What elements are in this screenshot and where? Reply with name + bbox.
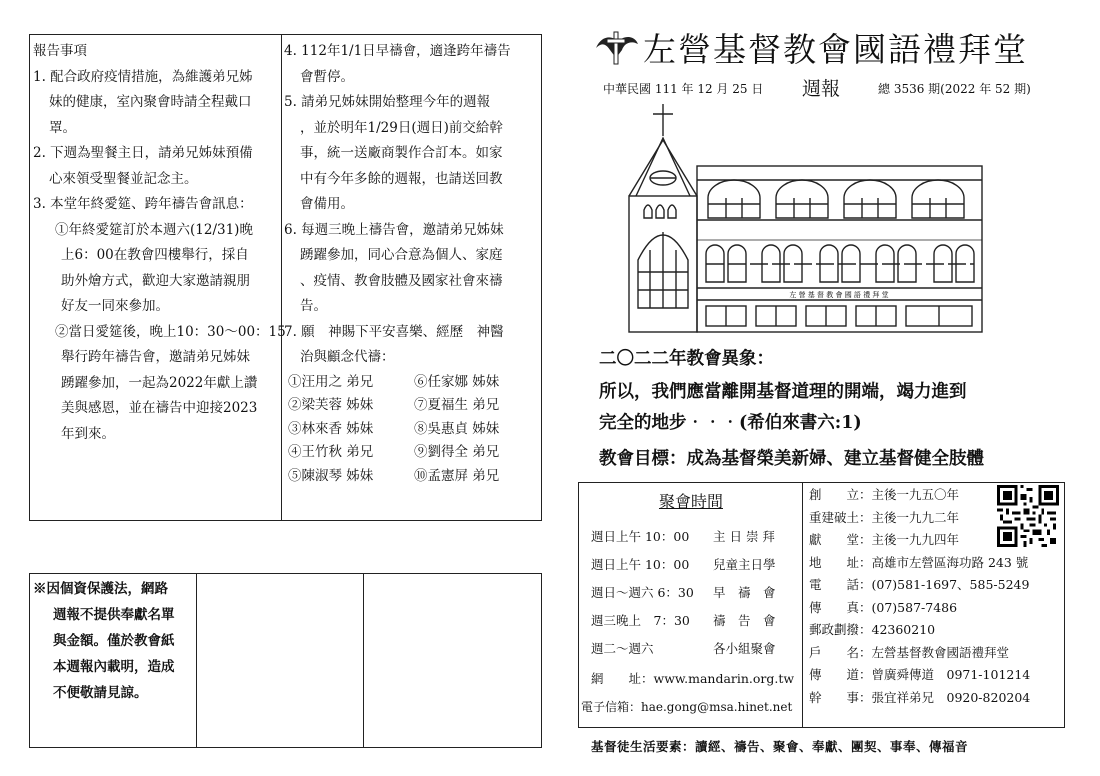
schedule-row bbox=[591, 522, 802, 550]
announcement-line: 罩。 bbox=[49, 119, 76, 136]
schedule-info-box bbox=[578, 482, 1065, 728]
building-sign: 左 營 基 督 教 會 國 語 禮 拜 堂 bbox=[789, 291, 889, 299]
verse-line-1: 所以，我們應當離開基督道理的開端，竭力進到 bbox=[599, 382, 967, 402]
announcement-line: 助外燴方式，歡迎大家邀請親朋 bbox=[61, 272, 250, 289]
announcements-col-1 bbox=[30, 35, 286, 520]
announcement-line: 治與顧念代禱： bbox=[300, 349, 395, 365]
privacy-line: 與金額。僅於教會紙 bbox=[53, 633, 175, 649]
prayer-name: ⑩孟憲屏 弟兄 bbox=[414, 467, 500, 484]
announcements-box bbox=[29, 34, 542, 521]
announcements-col-2 bbox=[282, 35, 540, 520]
empty-cell-1 bbox=[197, 574, 364, 747]
schedule-name: 主 日 崇 拜 bbox=[713, 529, 775, 544]
schedule-row bbox=[591, 578, 802, 606]
announcement-line: 報告事項 bbox=[33, 43, 87, 59]
church-goal: 教會目標：成為基督榮美新婦、建立基督健全肢體 bbox=[599, 449, 984, 469]
prayer-name: ②梁芙蓉 姊妹 bbox=[288, 397, 374, 413]
privacy-line: 週報不提供奉獻名單 bbox=[53, 607, 175, 623]
prayer-name: ④王竹秋 弟兄 bbox=[288, 444, 374, 460]
church-name: 左營基督教會國語禮拜堂 bbox=[643, 30, 1028, 69]
email-line: 電子信箱：hae.gong@msa.hinet.net bbox=[581, 699, 793, 714]
info-line: 戶 名：左營基督教會國語禮拜堂 bbox=[809, 644, 1010, 660]
announcement-line: 3. 本堂年終愛筵、跨年禱告會訊息： bbox=[33, 196, 253, 212]
schedule-time: 週三晚上 7：30 bbox=[591, 613, 690, 628]
info-line: 郵政劃撥：42360210 bbox=[809, 622, 936, 637]
announcement-line: 5. 請弟兄姊妹開始整理今年的週報 bbox=[284, 94, 491, 110]
announcement-line: 告。 bbox=[300, 298, 327, 314]
schedule-row bbox=[591, 550, 802, 578]
date-line: 中華民國 111 年 12 月 25 日 bbox=[603, 82, 764, 96]
verse-line-2: 完全的地步‧‧‧(希伯來書六:1) bbox=[599, 413, 862, 433]
info-line: 重建破土：主後一九九二年 bbox=[809, 509, 960, 525]
schedule-name: 早 禱 會 bbox=[713, 585, 776, 600]
announcement-line: 會備用。 bbox=[300, 196, 354, 212]
church-logo bbox=[592, 28, 640, 70]
schedule-title: 聚會時間 bbox=[658, 492, 723, 511]
announcement-line: 美與感恩，並在禱告中迎接2023 bbox=[61, 400, 258, 416]
schedule-name: 兒童主日學 bbox=[713, 557, 776, 572]
empty-cell-2 bbox=[364, 574, 540, 747]
schedule-time: 週二～週六 bbox=[591, 641, 654, 656]
announcement-line: 踴躍參加，同心合意為個人、家庭 bbox=[300, 247, 503, 263]
prayer-name: ①汪用之 弟兄 bbox=[288, 373, 374, 390]
info-line: 傳 道：曾廣舜傳道 0971-101214 bbox=[809, 667, 1031, 682]
privacy-notice-cell bbox=[30, 574, 197, 747]
announcement-line: 中有今年多餘的週報，也請送回教 bbox=[300, 170, 503, 187]
prayer-name: ③林來香 姊妹 bbox=[288, 420, 374, 437]
announcement-line: 4. 112年1/1日早禱會，適逢跨年禱告 bbox=[284, 43, 511, 59]
schedule-cell bbox=[579, 483, 803, 727]
announcement-line: 舉行跨年禱告會，邀請弟兄姊妹 bbox=[61, 349, 250, 365]
announcement-line: 踴躍參加，一起為2022年獻上讚 bbox=[61, 374, 258, 391]
announcement-line: 上6：00在教會四樓舉行，採自 bbox=[61, 247, 249, 263]
privacy-line: ※因個資保護法，網路 bbox=[33, 581, 168, 597]
schedule-row bbox=[591, 634, 802, 662]
announcement-line: ②當日愛筵後，晚上10：30～00：15 bbox=[55, 323, 286, 340]
announcement-line: ①年終愛筵訂於本週六(12/31)晚 bbox=[55, 221, 253, 238]
announcement-line: 2. 下週為聖餐主日，請弟兄姊妹預備 bbox=[33, 145, 253, 161]
announcement-line: 心來領受聖餐並記念主。 bbox=[49, 170, 198, 187]
prayer-name: ⑨劉得全 弟兄 bbox=[414, 444, 500, 460]
footer-life-essentials: 基督徒生活要素：讀經、禱告、聚會、奉獻、團契、事奉、傳福音 bbox=[591, 739, 969, 754]
issue-line: 總 3536 期(2022 年 52 期) bbox=[878, 82, 1031, 96]
announcement-line: 7. 願 神賜下平安喜樂、經歷 神醫 bbox=[284, 323, 504, 340]
church-building-drawing bbox=[626, 100, 986, 344]
info-line: 傳 真：(07)587-7486 bbox=[809, 599, 958, 615]
bulletin-label: 週報 bbox=[802, 78, 841, 100]
website-line: 網 址：www.mandarin.org.tw bbox=[591, 671, 795, 686]
privacy-line: 不便敬請見諒。 bbox=[53, 685, 148, 701]
schedule-name: 禱 告 會 bbox=[713, 613, 776, 628]
privacy-line: 本週報內載明，造成 bbox=[53, 659, 175, 675]
announcement-line: 事，統一送廠商製作合訂本。如家 bbox=[300, 145, 503, 161]
announcement-line: 、疫情、教會肢體及國家社會來禱 bbox=[300, 272, 503, 289]
info-line: 電 話：(07)581-1697、585-5249 bbox=[809, 577, 1030, 592]
announcement-line: 6. 每週三晚上禱告會，邀請弟兄姊妹 bbox=[284, 221, 504, 238]
prayer-name: ⑦夏福生 弟兄 bbox=[414, 397, 500, 413]
vision-title: 二〇二二年教會異象： bbox=[599, 349, 774, 369]
schedule-row bbox=[591, 606, 802, 634]
info-line: 地 址：高雄市左營區海功路 243 號 bbox=[809, 554, 1029, 570]
info-line: 幹 事：張宜祥弟兄 0920-820204 bbox=[809, 689, 1031, 705]
announcement-line: 妹的健康，室內聚會時請全程戴口 bbox=[49, 94, 252, 110]
announcement-line: ，並於明年1/29日(週日)前交給幹 bbox=[300, 119, 503, 136]
announcement-line: 年到來。 bbox=[61, 425, 115, 442]
qr-code bbox=[997, 485, 1059, 551]
schedule-time: 週日上午 10：00 bbox=[591, 557, 690, 572]
announcement-line: 好友一同來參加。 bbox=[61, 298, 169, 314]
privacy-table bbox=[29, 573, 542, 748]
prayer-name: ⑧吳惠貞 姊妹 bbox=[414, 420, 500, 437]
announcement-line: 會暫停。 bbox=[300, 68, 354, 85]
schedule-time: 週日上午 10：00 bbox=[591, 529, 690, 544]
prayer-name: ⑥任家娜 姊妹 bbox=[414, 373, 500, 390]
announcement-line: 1. 配合政府疫情措施，為維護弟兄姊 bbox=[33, 68, 253, 85]
info-line: 創 立：主後一九五〇年 bbox=[809, 487, 960, 502]
schedule-name: 各小組聚會 bbox=[713, 641, 776, 656]
prayer-name: ⑤陳淑琴 姊妹 bbox=[288, 467, 374, 484]
info-line: 獻 堂：主後一九九四年 bbox=[809, 532, 960, 547]
schedule-time: 週日～週六 6：30 bbox=[591, 585, 694, 600]
